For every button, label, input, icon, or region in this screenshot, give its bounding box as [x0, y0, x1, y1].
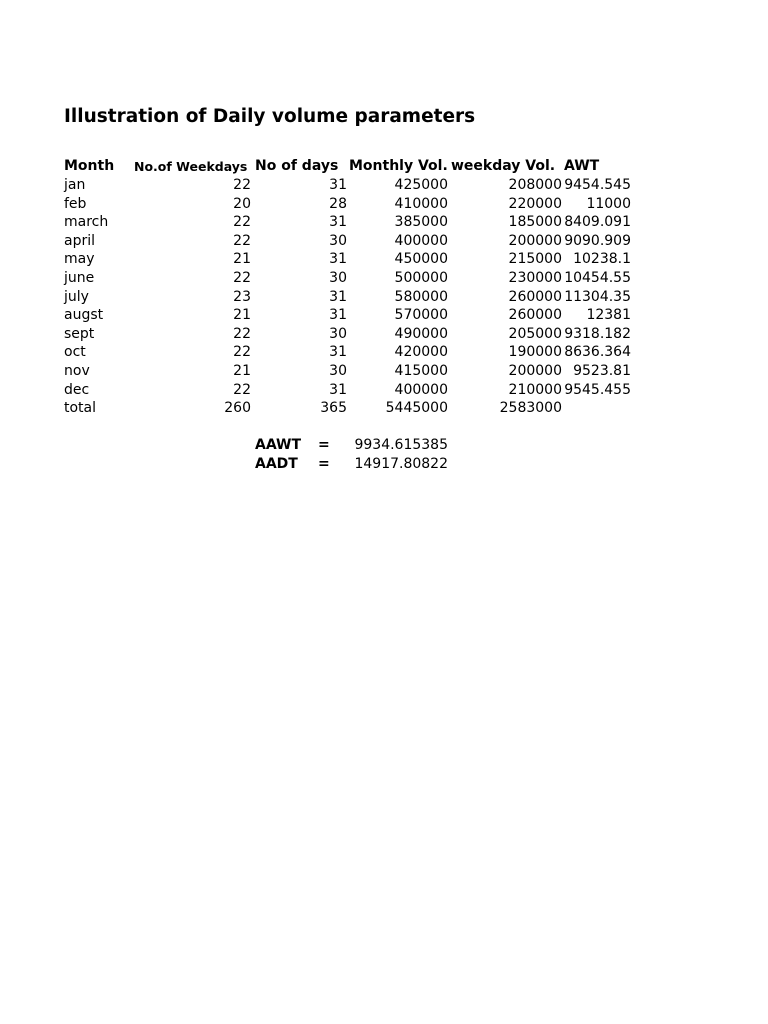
table-row: [0, 232, 768, 250]
weekdays-cell: 21: [233, 307, 251, 324]
weekdays-cell: 22: [233, 177, 251, 193]
aadt-label: AADT: [255, 456, 298, 472]
table-row: [0, 213, 768, 231]
weekday-vol-cell: 210000: [508, 381, 562, 398]
table-row: [0, 306, 768, 324]
month-cell: oct: [64, 344, 86, 361]
days-cell: 30: [329, 363, 347, 379]
weekday-vol-cell: 215000: [508, 251, 562, 268]
days-cell: 31: [329, 307, 347, 324]
weekdays-cell: 22: [233, 270, 251, 286]
aawt-row: [0, 436, 768, 454]
total-label: total: [64, 400, 97, 417]
awt-cell: 9545.455: [564, 381, 631, 398]
days-cell: 31: [329, 344, 347, 361]
days-cell: 30: [329, 325, 347, 342]
weekdays-cell: 21: [233, 251, 251, 268]
header-weekday-vol: weekday Vol.: [451, 158, 556, 174]
weekdays-cell: 22: [233, 381, 251, 398]
monthly-vol-cell: 400000: [394, 381, 448, 398]
monthly-vol-cell: 500000: [394, 270, 448, 286]
weekdays-cell: 21: [233, 363, 251, 379]
awt-cell: 9090.909: [564, 232, 631, 249]
header-month: Month: [64, 158, 115, 174]
monthly-vol-cell: 410000: [394, 195, 448, 212]
awt-cell: 11304.35: [564, 288, 631, 305]
aadt-equals: =: [318, 456, 330, 472]
weekdays-cell: 22: [233, 214, 251, 231]
days-cell: 30: [329, 232, 347, 249]
weekday-vol-cell: 230000: [508, 270, 562, 286]
monthly-vol-cell: 490000: [394, 325, 448, 342]
days-cell: 30: [329, 270, 347, 286]
page-title: Illustration of Daily volume parameters: [64, 106, 476, 127]
monthly-vol-cell: 580000: [394, 288, 448, 305]
header-awt: AWT: [564, 158, 600, 174]
month-cell: dec: [64, 381, 90, 398]
monthly-vol-cell: 450000: [394, 251, 448, 268]
days-cell: 31: [329, 288, 347, 305]
days-cell: 31: [329, 381, 347, 398]
table-row: [0, 362, 768, 380]
days-cell: 28: [329, 195, 347, 212]
monthly-vol-cell: 415000: [394, 363, 448, 379]
table-row: [0, 250, 768, 268]
month-cell: feb: [64, 195, 87, 212]
weekdays-cell: 22: [233, 344, 251, 361]
month-cell: june: [64, 270, 95, 286]
table-row: [0, 343, 768, 361]
table-header: [0, 157, 768, 175]
weekday-vol-cell: 190000: [508, 344, 562, 361]
days-cell: 31: [329, 214, 347, 231]
awt-cell: 10454.55: [564, 270, 631, 286]
total-weekdays: 260: [224, 400, 251, 417]
monthly-vol-cell: 425000: [394, 177, 448, 193]
header-days: No of days: [255, 158, 339, 174]
table-row: [0, 176, 768, 194]
total-weekday-vol: 2583000: [499, 400, 562, 417]
header-weekdays: No.of Weekdays: [134, 159, 248, 174]
weekday-vol-cell: 220000: [508, 195, 562, 212]
month-cell: march: [64, 214, 109, 231]
weekdays-cell: 22: [233, 232, 251, 249]
weekday-vol-cell: 185000: [508, 214, 562, 231]
table-row: [0, 288, 768, 306]
awt-cell: 8636.364: [564, 344, 631, 361]
month-cell: augst: [64, 307, 104, 324]
weekday-vol-cell: 200000: [508, 363, 562, 379]
days-cell: 31: [329, 177, 347, 193]
awt-cell: 10238.1: [573, 251, 631, 268]
month-cell: nov: [64, 363, 90, 379]
table-row: [0, 325, 768, 343]
month-cell: may: [64, 251, 95, 268]
month-cell: april: [64, 232, 96, 249]
weekday-vol-cell: 200000: [508, 232, 562, 249]
weekday-vol-cell: 260000: [508, 307, 562, 324]
table-row: [0, 381, 768, 399]
monthly-vol-cell: 385000: [394, 214, 448, 231]
aawt-label: AAWT: [255, 437, 302, 453]
days-cell: 31: [329, 251, 347, 268]
aawt-value: 9934.615385: [354, 437, 448, 453]
total-monthly-vol: 5445000: [385, 400, 448, 417]
awt-cell: 9454.545: [564, 177, 631, 193]
monthly-vol-cell: 400000: [394, 232, 448, 249]
aadt-row: [0, 455, 768, 473]
table-row: [0, 195, 768, 213]
month-cell: sept: [64, 325, 95, 342]
monthly-vol-cell: 570000: [394, 307, 448, 324]
table-row: [0, 269, 768, 287]
aawt-equals: =: [318, 437, 330, 453]
weekdays-cell: 23: [233, 288, 251, 305]
weekday-vol-cell: 208000: [508, 177, 562, 193]
month-cell: jan: [64, 177, 86, 193]
awt-cell: 11000: [586, 195, 631, 212]
month-cell: july: [64, 288, 89, 305]
weekdays-cell: 22: [233, 325, 251, 342]
total-days: 365: [320, 400, 347, 417]
aadt-value: 14917.80822: [354, 456, 448, 472]
awt-cell: 9318.182: [564, 325, 631, 342]
header-monthly-vol: Monthly Vol.: [349, 158, 448, 174]
awt-cell: 8409.091: [564, 214, 631, 231]
weekday-vol-cell: 260000: [508, 288, 562, 305]
weekdays-cell: 20: [233, 195, 251, 212]
total-row: [0, 399, 768, 417]
awt-cell: 9523.81: [573, 363, 631, 379]
monthly-vol-cell: 420000: [394, 344, 448, 361]
weekday-vol-cell: 205000: [508, 325, 562, 342]
awt-cell: 12381: [586, 307, 631, 324]
